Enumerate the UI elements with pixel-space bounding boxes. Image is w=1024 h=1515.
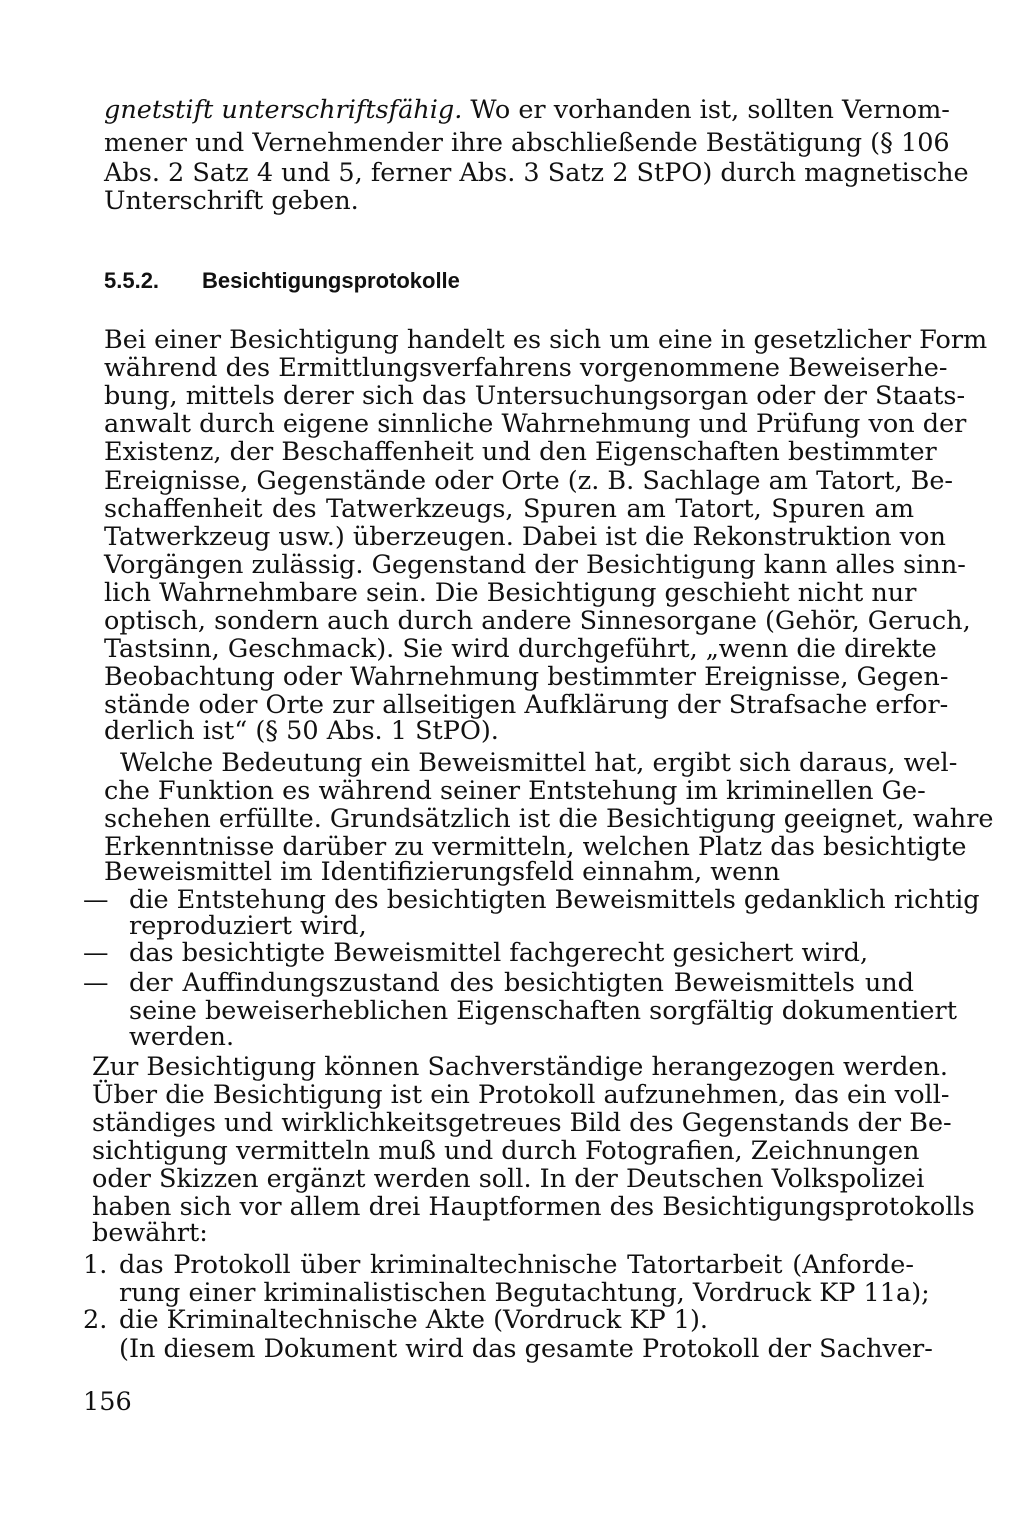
text-line: Existenz, der Beschaffenheit und den Eigenschaften bestimmter: [104, 437, 937, 467]
text-line: Abs. 2 Satz 4 und 5, ferner Abs. 3 Satz 2 StPO) durch magnetische: [104, 158, 969, 188]
list-dash-marker: —: [83, 938, 109, 968]
list-dash-marker: —: [83, 885, 109, 915]
text-line: oder Skizzen ergänzt werden soll. In der Deutschen Volkspolizei: [92, 1164, 925, 1194]
list-item-line: die Entstehung des besichtigten Beweismittels gedanklich richtig: [129, 885, 980, 915]
text-line: bung, mittels derer sich das Untersuchungsorgan oder der Staats-: [104, 381, 966, 411]
text-line: Ereignisse, Gegenstände oder Orte (z. B. Sachlage am Tatort, Be-: [104, 466, 954, 496]
text-line: che Funktion es während seiner Entstehung im kriminellen Ge-: [104, 776, 926, 806]
text-line: haben sich vor allem drei Hauptformen des Besichtigungsprotokolls: [92, 1192, 975, 1222]
list-item-line: rung einer kriminalistischen Begutachtung, Vordruck KP 11a);: [119, 1278, 930, 1308]
list-number-marker: 1.: [83, 1250, 108, 1280]
text-line: Tatwerkzeug usw.) überzeugen. Dabei ist die Rekonstruktion von: [104, 522, 946, 552]
text-line: ständiges und wirklichkeitsgetreues Bild des Gegenstands der Be-: [92, 1108, 952, 1138]
list-item-line: die Kriminaltechnische Akte (Vordruck KP 1).: [119, 1305, 709, 1335]
list-number-marker: 2.: [83, 1305, 108, 1335]
text-line: Welche Bedeutung ein Beweismittel hat, ergibt sich daraus, wel-: [120, 748, 958, 778]
text-line: schaffenheit des Tatwerkzeugs, Spuren am Tatort, Spuren am: [104, 494, 914, 524]
text-line: Unterschrift geben.: [104, 186, 359, 216]
text-line: Über die Besichtigung ist ein Protokoll aufzunehmen, das ein voll-: [92, 1080, 950, 1110]
section-number: 5.5.2.: [104, 268, 160, 293]
text-line: stände oder Orte zur allseitigen Aufklärung der Strafsache erfor-: [104, 690, 949, 720]
text-line: während des Ermittlungsverfahrens vorgenommene Beweiserhe-: [104, 353, 948, 383]
text-line: lich Wahrnehmbare sein. Die Besichtigung geschieht nicht nur: [104, 578, 917, 608]
list-item-line: seine beweiserheblichen Eigenschaften sorgfältig dokumentiert: [129, 996, 957, 1026]
list-item-line: (In diesem Dokument wird das gesamte Protokoll der Sachver-: [119, 1334, 933, 1364]
list-item-line: der Auffindungszustand des besichtigten Beweismittels und: [129, 968, 914, 998]
text-line: Zur Besichtigung können Sachverständige herangezogen werden.: [92, 1052, 949, 1082]
text-line: derlich ist“ (§ 50 Abs. 1 StPO).: [104, 716, 499, 746]
text-line: Erkenntnisse darüber zu vermitteln, welchen Platz das besichtigte: [104, 832, 967, 862]
text-line: mener und Vernehmender ihre abschließende Bestätigung (§ 106: [104, 128, 950, 158]
list-item-line: das Protokoll über kriminaltechnische Tatortarbeit (Anforde-: [119, 1250, 914, 1280]
text-line: Vorgängen zulässig. Gegenstand der Besichtigung kann alles sinn-: [104, 550, 966, 580]
page-number: 156: [83, 1387, 132, 1417]
list-dash-marker: —: [83, 968, 109, 998]
text-line: bewährt:: [92, 1218, 208, 1248]
text-line: Bei einer Besichtigung handelt es sich um eine in gesetzlicher Form: [104, 325, 988, 355]
text-line: gnetstift unterschriftsfähig. Wo er vorhanden ist, sollten Vernom-: [104, 95, 950, 125]
list-item-line: reproduziert wird,: [129, 911, 367, 941]
text-line: Tastsinn, Geschmack). Sie wird durchgeführt, „wenn die direkte: [104, 634, 937, 664]
text-line: schehen erfüllte. Grundsätzlich ist die Besichtigung geeignet, wahre: [104, 804, 994, 834]
text-line: Beweismittel im Identifizierungsfeld einnahm, wenn: [104, 857, 781, 887]
text-line: anwalt durch eigene sinnliche Wahrnehmung und Prüfung von der: [104, 409, 967, 439]
section-title: Besichtigungsprotokolle: [202, 268, 460, 293]
emphasis-text: gnetstift unterschriftsfähig.: [104, 95, 463, 125]
text-line: Beobachtung oder Wahrnehmung bestimmter Ereignisse, Gegen-: [104, 662, 949, 692]
text-line: optisch, sondern auch durch andere Sinnesorgane (Gehör, Geruch,: [104, 606, 971, 636]
text-line: sichtigung vermitteln muß und durch Fotografien, Zeichnungen: [92, 1136, 920, 1166]
list-item-line: werden.: [129, 1022, 235, 1052]
list-item-line: das besichtigte Beweismittel fachgerecht gesichert wird,: [129, 938, 869, 968]
